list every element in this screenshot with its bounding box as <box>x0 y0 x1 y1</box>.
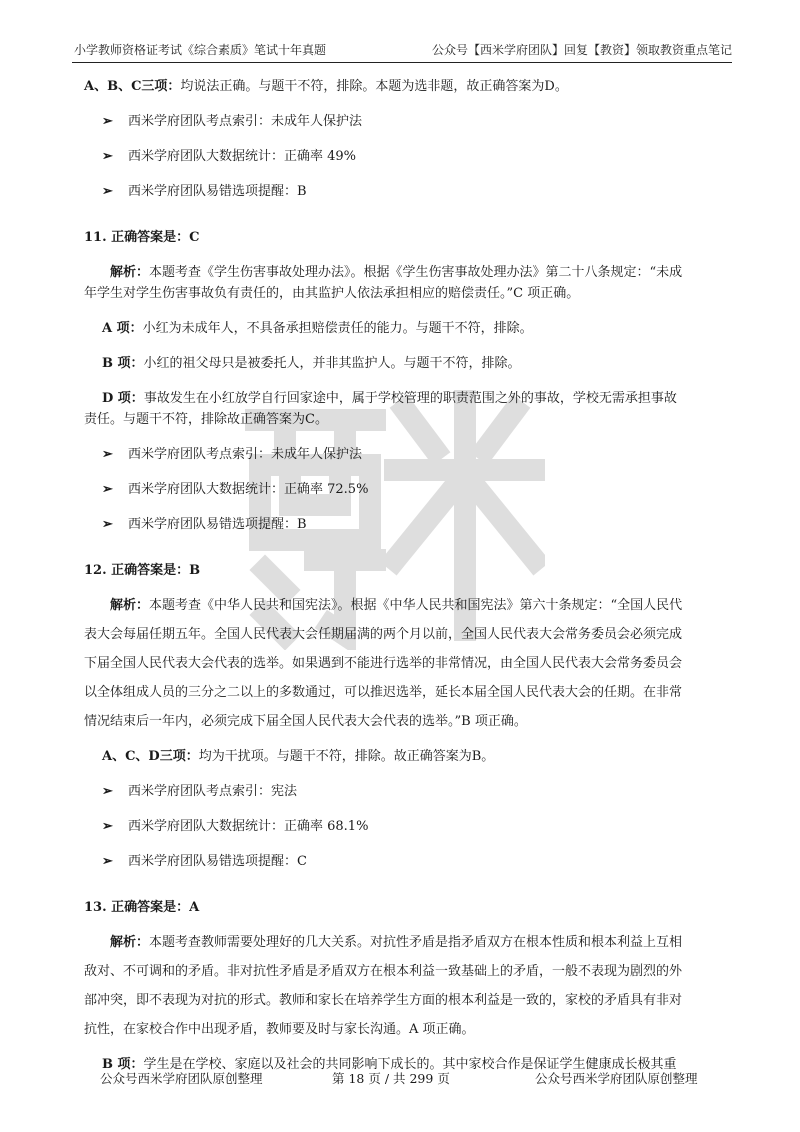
bullet-item: ➢ 西米学府团队大数据统计：正确率 49% <box>84 146 720 167</box>
arrow-bullet-icon: ➢ <box>102 784 113 799</box>
analysis-paragraph: 解析：本题考查《学生伤害事故处理办法》。根据《学生伤害事故处理办法》第二十八条规定：“未成 年学生对学生伤害事故负有责任的，由其监护人依法承担相应的赔偿责任。”C 项正确。 <box>84 265 683 301</box>
arrow-bullet-icon: ➢ <box>102 184 113 199</box>
question-12-title: 12. 正确答案是：B <box>84 563 201 578</box>
option-b: B 项：学生是在学校、家庭以及社会的共同影响下成长的。其中家校合作是保证学生健康成长极其重 <box>102 1057 677 1072</box>
arrow-bullet-icon: ➢ <box>102 447 113 462</box>
question-13-title: 13. 正确答案是：A <box>84 900 200 915</box>
option-text: 均说法正确。与题干不符，排除。本题为选非题，故正确答案为D。 <box>180 79 568 94</box>
analysis-label: 解析： <box>110 265 150 280</box>
bullet-item: ➢ 西米学府团队大数据统计：正确率 68.1% <box>84 816 720 837</box>
footer-right-text: 公众号西米学府团队原创整理 <box>535 1071 698 1086</box>
analysis-label: 解析： <box>110 935 150 950</box>
bullet-item: ➢ 西米学府团队易错选项提醒：B <box>84 514 720 535</box>
arrow-bullet-icon: ➢ <box>102 854 113 869</box>
page-header <box>72 40 732 63</box>
arrow-bullet-icon: ➢ <box>102 149 113 164</box>
analysis-label: 解析： <box>110 598 150 613</box>
option-b: B 项：小红的祖父母只是被委托人，并非其监护人。与题干不符，排除。 <box>102 356 521 371</box>
option-a: A 项：小红为未成年人，不具备承担赔偿责任的能力。与题干不符，排除。 <box>102 321 533 336</box>
analysis-paragraph: 解析：本题考查《中华人民共和国宪法》。根据《中华人民共和国宪法》第六十条规定：“全国人民代 表大会每届任期五年。全国人民代表大会任期届满的两个月以前，全国人民代表大会常务委员会必须完成 下届全国人民代表大会代表的选举。如果遇到不能进行选举的非常情况，由全国人民代表大会常务委员会 以全体组成人员的三分之二以上的多数通过，可以推迟选举，延长本届全国人民代表大会的任期。在非常 情况结束后一年内，必须完成下届全国人民代表大会代表的选举。”B 项正确。 <box>84 598 683 729</box>
header-left-text: 小学教师资格证考试《综合素质》笔试十年真题 <box>74 43 327 57</box>
bullet-item: ➢ 西米学府团队考点索引：宪法 <box>84 781 720 802</box>
option-label: A、B、C三项： <box>84 79 181 94</box>
analysis-paragraph: 解析：本题考查教师需要处理好的几大关系。对抗性矛盾是指矛盾双方在根本性质和根本利益上互相 敌对、不可调和的矛盾。非对抗性矛盾是矛盾双方在根本利益一致基础上的矛盾，一般不表现为剧烈的外 部冲突，即不表现为对抗的形式。教师和家长在培养学生方面的根本利益是一致的，家校的矛盾具有非对 抗性，在家校合作中出现矛盾，教师要及时与家长沟通。A 项正确。 <box>84 935 683 1037</box>
bullet-item: ➢ 西米学府团队易错选项提醒：B <box>84 181 720 202</box>
page-number: 第 18 页 / 共 299 页 <box>332 1071 450 1086</box>
answer-summary <box>84 76 720 97</box>
bullet-item: ➢ 西米学府团队考点索引：未成年人保护法 <box>84 444 720 465</box>
arrow-bullet-icon: ➢ <box>102 819 113 834</box>
bullet-item: ➢ 西米学府团队考点索引：未成年人保护法 <box>84 111 720 132</box>
bullet-item: ➢ 西米学府团队大数据统计：正确率 72.5% <box>84 479 720 500</box>
question-11-title: 11. 正确答案是：C <box>84 230 200 245</box>
option-acd: A、C、D三项：均为干扰项。与题干不符，排除。故正确答案为B。 <box>102 749 495 764</box>
header-right-text: 公众号【西米学府团队】回复【教资】领取教资重点笔记 <box>431 43 732 57</box>
arrow-bullet-icon: ➢ <box>102 114 113 129</box>
arrow-bullet-icon: ➢ <box>102 482 113 497</box>
bullet-item: ➢ 西米学府团队易错选项提醒：C <box>84 851 720 872</box>
page-content <box>84 76 720 1075</box>
option-d: D 项：事故发生在小红放学自行回家途中，属于学校管理的职责范围之外的事故，学校无需承担事故 责任。与题干不符，排除故正确答案为C。 <box>84 391 677 427</box>
arrow-bullet-icon: ➢ <box>102 517 113 532</box>
footer-left-text: 公众号西米学府团队原创整理 <box>100 1071 263 1086</box>
